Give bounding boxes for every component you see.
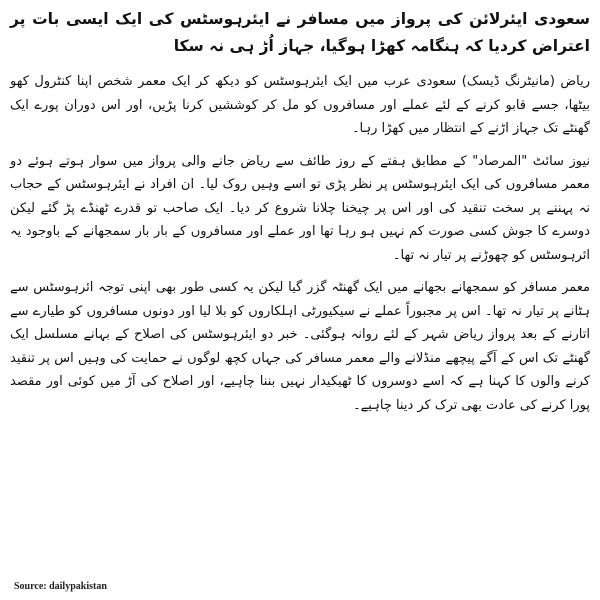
article-headline: سعودی ایئرلائن کی پرواز میں مسافر نے ایئرہوسٹس کی ایک ایسی بات پر اعتراض کردیا کہ ہنگامہ کھڑا ہوگیا، جہاز اُڑ ہی نہ سکا bbox=[10, 10, 590, 55]
article-paragraph-1: ریاض (مانیٹرنگ ڈیسک) سعودی عرب میں ایک ایئرہوسٹس کو دیکھ کر ایک معمر شخص اپنا کنٹرول کھو بیٹھا، جسے قابو کرنے کے لئے عملے اور مسافروں کو مل کر کوششیں کرنا پڑیں، اور اس دوران پورے ایک گھنٹے تک جہاز اڑنے کے انتظار میں کھڑا رہا۔ bbox=[10, 74, 590, 136]
article-paragraph-3: معمر مسافر کو سمجھانے بجھانے میں ایک گھنٹہ گزر گیا لیکن یہ کسی طور بھی اپنی توجہ ائرہوسٹس سے ہٹانے پر تیار نہ تھا۔ اس پر مجبوراً عملے نے سیکیورٹی اہلکاروں کو بلا لیا اور دونوں مسافروں کو طیارے سے اتارنے کے بعد پرواز ریاض شہر کے لئے روانہ ہوگئی۔ خبر دو ایئرہوسٹس کی اصلاح کے بہانے مسلسل ایک گھنٹے تک اس کے آگے پیچھے منڈلانے والے معمر مسافر کی جہاں کچھ لوگوں نے حمایت کی وہیں اس پر تنقید کرنے والوں کا کہنا ہے کہ اسے دوسروں کا ٹھیکیدار نہیں بننا چاہیے، اور اصلاح کی آڑ میں کوئی اور مقصد پورا کرنے کی عادت بھی ترک کر دینا چاہیے۔ bbox=[10, 280, 590, 413]
article-paragraph-2: نیوز سائٹ "المرصاد" کے مطابق ہفتے کے روز طائف سے ریاض جانے والی پرواز میں سوار ہوتے ہوئے دو معمر مسافروں کی ایک ایئرہوسٹس پر نظر پڑی تو اسے وہیں روک لیا۔ ان افراد نے ایئرہوسٹس کے حجاب نہ پہننے پر سخت تنقید کی اور اس پر چیخنا چلانا شروع کر دیا۔ ایک صاحب تو قدرے ٹھنڈے پڑ گئے لیکن دوسرے کا جوش کسی صورت کم نہیں ہو رہا تھا اور عملے اور مسافروں کے بار بار سمجھانے کے باوجود یہ ائرہوسٹس کو چھوڑنے پر تیار نہ تھا۔ bbox=[10, 153, 590, 263]
source-credit: Source: dailypakistan bbox=[14, 581, 107, 592]
